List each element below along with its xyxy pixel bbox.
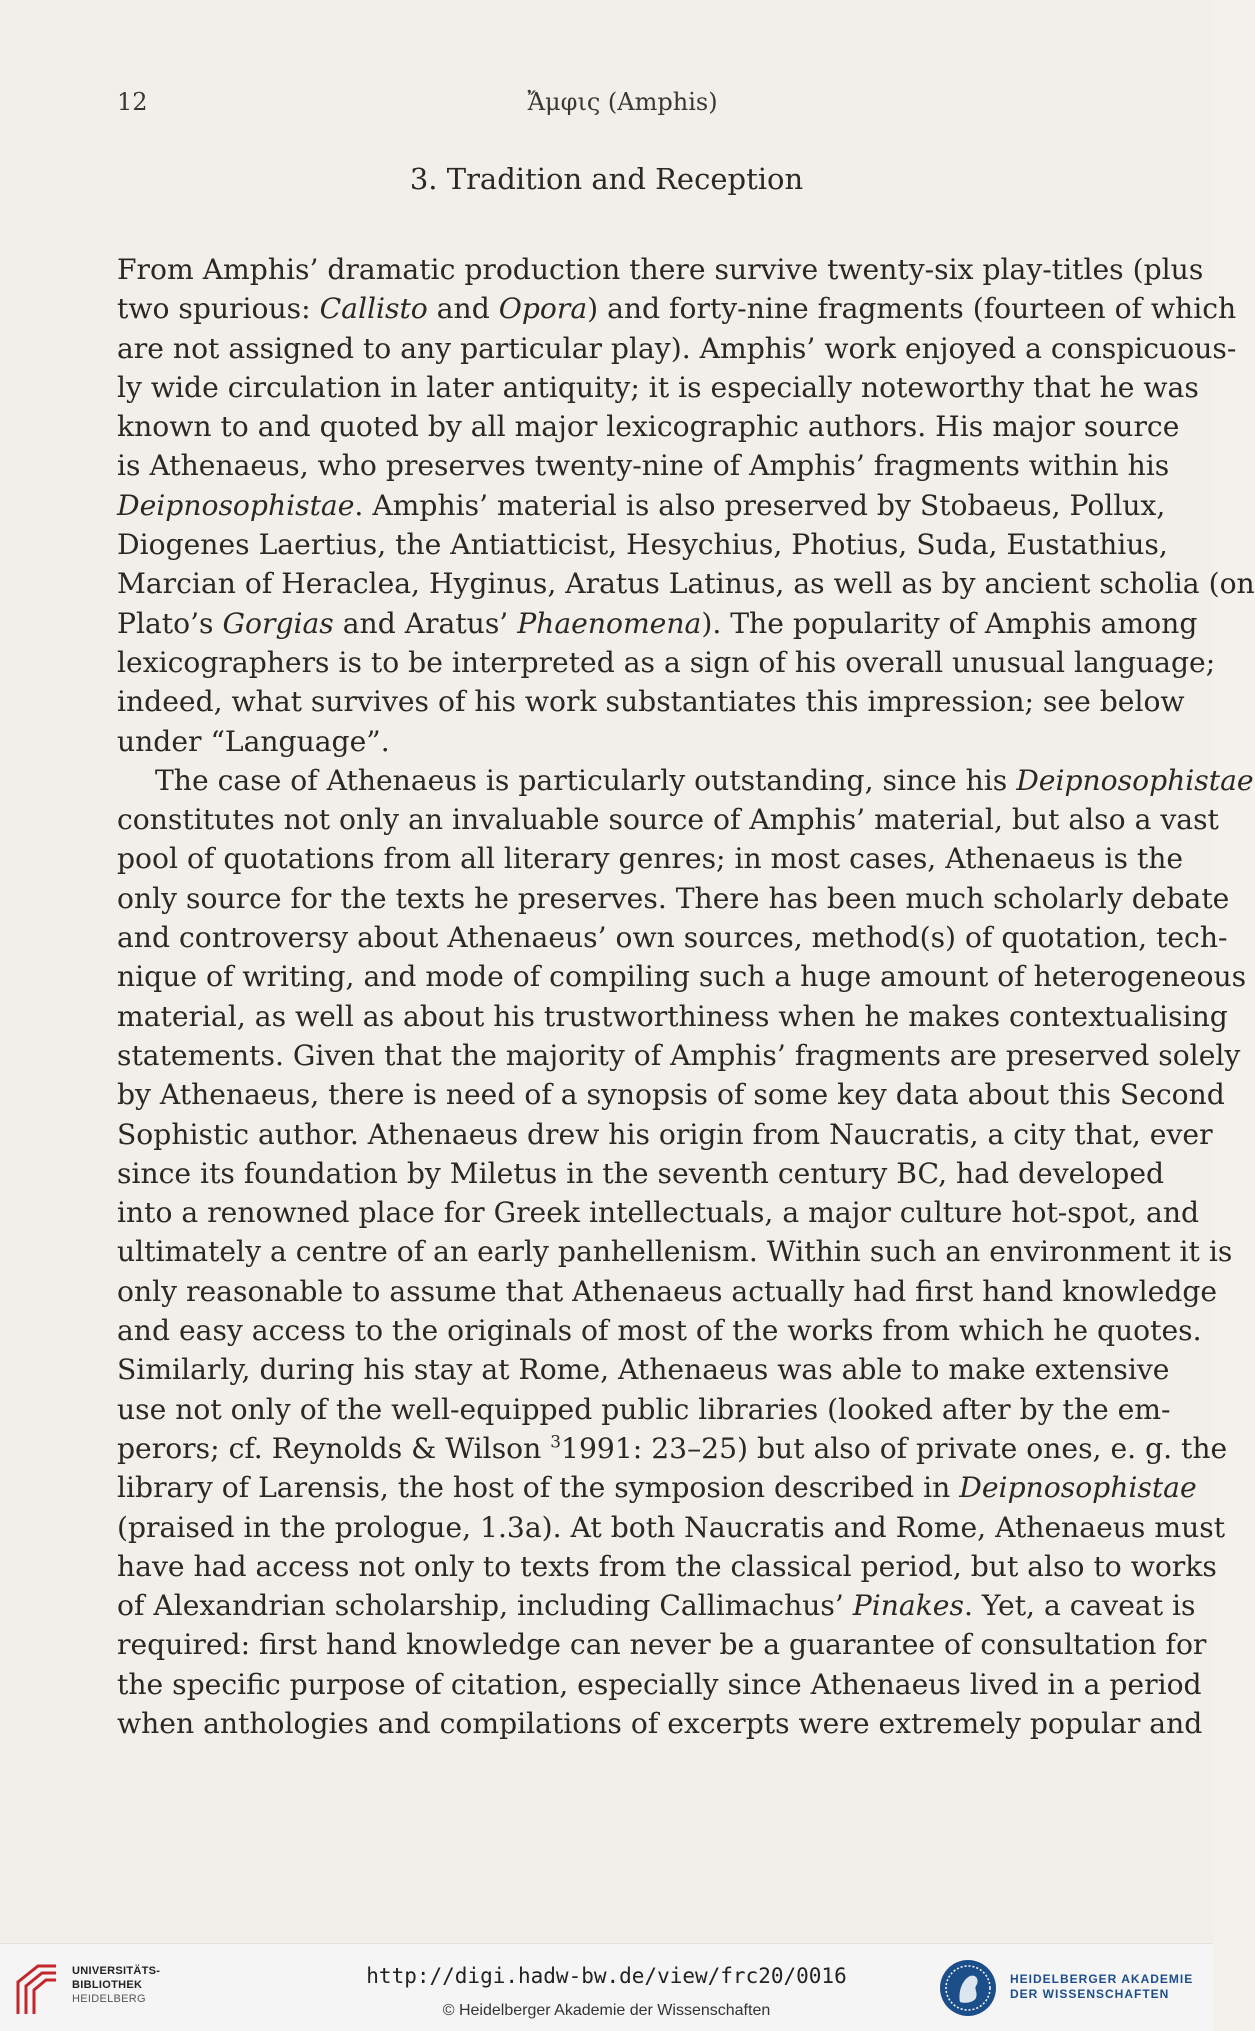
text-run: and Aratus’ [333,606,518,640]
section-title: 3. Tradition and Reception [409,162,804,196]
copyright-notice: © Heidelberger Akademie der Wissenschaften [442,2002,771,2019]
text-run: have had access not only to texts from the classical period, but also to works [117,1549,1217,1583]
text-run: only source for the texts he preserves. There has been much scholarly debate [117,881,1230,915]
text-line [117,1193,1200,1232]
text-run: and [427,292,499,326]
text-run: indeed, what survives of his work substantiates this impression; see below [117,685,1185,719]
body-text [117,250,1255,1743]
text-line [117,918,1228,957]
italic-title: Deipnosophistae [959,1471,1197,1505]
academy-name-line2: DER WISSENSCHAFTEN [1010,1987,1170,2001]
text-run: 1991: 23–25) but also of private ones, e. g. the [561,1431,1228,1465]
text-line [117,1429,1228,1468]
text-line [117,722,1125,761]
text-run: Similarly, during his stay at Rome, Athenaeus was able to make extensive [117,1353,1170,1387]
text-run: by Athenaeus, there is need of a synopsis of some key data about this Second [117,1078,1225,1112]
text-line [117,1508,1226,1547]
running-title: Ἄμφις (Amphis) [527,88,718,116]
text-run: From Amphis’ dramatic production there survive twenty-six play-titles (plus [117,253,1204,286]
text-line [117,1272,1218,1311]
text-line [117,446,1170,485]
text-run: nique of writing, and mode of compiling such a huge amount of heterogeneous [117,960,1247,994]
text-run: perors; cf. Reynolds & Wilson [117,1431,551,1465]
text-run: ) and forty-nine fragments (fourteen of which [587,292,1237,326]
text-line [117,1586,1196,1625]
text-line [117,329,1237,368]
text-run: only reasonable to assume that Athenaeus actually had first hand knowledge [117,1274,1218,1308]
text-line [117,1468,1197,1507]
text-line [117,682,1185,721]
text-run: of Alexandrian scholarship, including Callimachus’ [117,1589,853,1623]
text-line [117,1390,1171,1429]
text-run: since its foundation by Miletus in the seventh century BC, had developed [117,1156,1165,1190]
text-run: pool of quotations from all literary genres; in most cases, Athenaeus is the [117,842,1184,876]
text-run: are not assigned to any particular play). Amphis’ work enjoyed a conspicuous- [117,331,1237,365]
text-run: ). The popularity of Amphis among [701,606,1198,640]
text-line [117,525,1168,564]
italic-title: Phaenomena [517,606,702,640]
running-head [117,88,1128,122]
italic-title: Deipnosophistae [117,488,355,522]
academy-name [1010,1972,1193,2002]
text-line [117,1311,1202,1350]
italic-title: Pinakes [852,1589,964,1623]
text-line [117,1154,1165,1193]
text-run: material, as well as about his trustworthiness when he makes contextualising [117,999,1228,1033]
text-run: required: first hand knowledge can never be a guarantee of consultation for [117,1628,1207,1662]
text-line [117,564,1255,603]
text-line [117,1075,1225,1114]
text-line [117,250,1204,289]
permalink-url[interactable]: http://digi.hadw-bw.de/view/frc20/0016 [366,1964,847,1988]
page-number: 12 [117,88,148,116]
italic-title: Gorgias [222,606,334,640]
text-run: known to and quoted by all major lexicographic authors. His major source [117,410,1180,444]
text-line [117,407,1180,446]
text-run: and easy access to the originals of most of the works from which he quotes. [117,1314,1202,1348]
text-run: under “Language”. [117,724,390,758]
text-line [117,1704,1203,1743]
text-line [117,368,1199,407]
text-line [117,800,1219,839]
text-line [117,997,1228,1036]
text-line [117,1350,1170,1389]
library-name-line2: BIBLIOTHEK [72,1979,143,1991]
text-line [117,604,1198,643]
text-run: Diogenes Laertius, the Antiatticist, Hesychius, Photius, Suda, Eustathius, [117,528,1168,562]
italic-title: Callisto [319,292,428,326]
text-run: is Athenaeus, who preserves twenty-nine of Amphis’ fragments within his [117,449,1170,483]
text-run: . Yet, a caveat is [963,1589,1196,1623]
academy-name-line1: HEIDELBERGER AKADEMIE [1010,1972,1194,1986]
text-line [117,761,1254,800]
text-run: ly wide circulation in later antiquity; it is especially noteworthy that he was [117,370,1199,404]
text-run: Marcian of Heraclea, Hyginus, Aratus Latinus, as well as by ancient scholia (on [117,567,1255,601]
library-name-line1: UNIVERSITÄTS- [72,1965,161,1977]
italic-title: Deipnosophistae [1016,763,1254,797]
text-line [117,839,1184,878]
text-run: statements. Given that the majority of Amphis’ fragments are preserved solely [117,1038,1241,1072]
italic-title: Opora [498,292,588,326]
text-line [117,1036,1241,1075]
text-run: the specific purpose of citation, especially since Athenaeus lived in a period [117,1667,1202,1701]
text-line [117,1232,1233,1271]
text-run: lexicographers is to be interpreted as a sign of his overall unusual language; [117,645,1216,679]
text-run: ultimately a centre of an early panhellenism. Within such an environment it is [117,1235,1233,1269]
text-line [117,1665,1202,1704]
text-run: library of Larensis, the host of the symposion described in [117,1471,960,1505]
text-run: use not only of the well-equipped public libraries (looked after by the em- [117,1392,1171,1426]
text-line [117,486,1166,525]
text-line [117,643,1216,682]
text-run: Plato’s [117,606,223,640]
footer-bar [0,1943,1213,2031]
text-line [117,957,1247,996]
text-line [117,879,1230,918]
text-run: constitutes not only an invaluable source of Amphis’ material, but also a vast [117,803,1219,837]
text-line [117,1115,1213,1154]
library-name-line3: HEIDELBERG [72,1993,146,2005]
text-run: into a renowned place for Greek intellectuals, a major culture hot-spot, and [117,1196,1200,1230]
text-run: Sophistic author. Athenaeus drew his origin from Naucratis, a city that, ever [117,1117,1213,1151]
text-run: when anthologies and compilations of excerpts were extremely popular and [117,1706,1203,1740]
text-run: two spurious: [117,292,320,326]
academy-seal-icon [938,1958,998,2018]
edition-superscript: 3 [550,1431,562,1452]
text-run: and controversy about Athenaeus’ own sources, method(s) of quotation, tech- [117,921,1228,955]
text-line [117,1625,1207,1664]
text-run: . Amphis’ material is also preserved by Stobaeus, Pollux, [354,488,1166,522]
text-line [117,1547,1217,1586]
text-run: (praised in the prologue, 1.3a). At both Naucratis and Rome, Athenaeus must [117,1510,1226,1544]
text-line [117,289,1237,328]
text-run: The case of Athenaeus is particularly outstanding, since his [155,763,1017,797]
